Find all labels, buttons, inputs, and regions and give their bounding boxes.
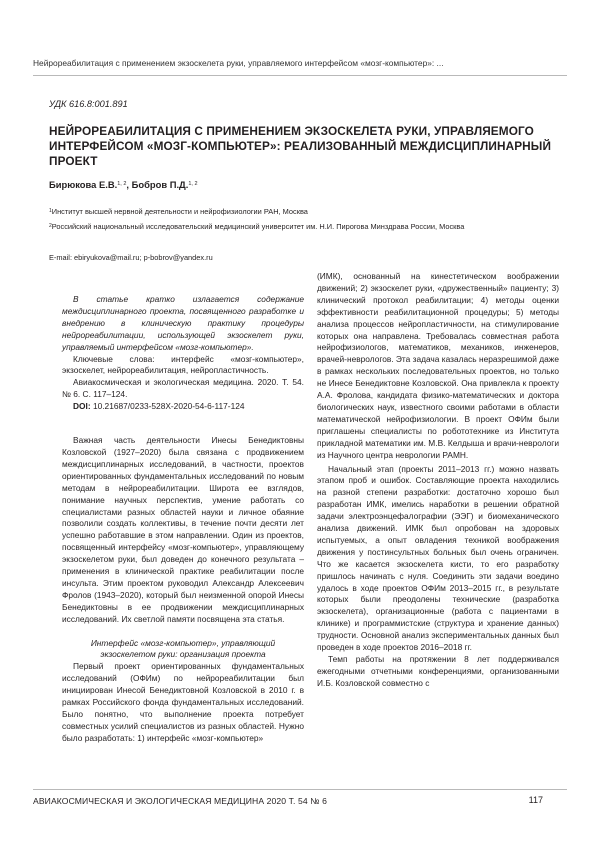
- body-paragraph: (ИМК), основанный на кинестетическом воображении движений; 2) экзоскелет руки, «дружественный» пациенту; 3) клинический протокол реабилитации; 4) методы оценки эффективности реабилитационной процедуры; 5) методы анализа процессов нейропластичности, на стимулирование которых она направлена. Требовалась совместная работа нейрофизиологов, математиков, механиков, инженеров, врачей-неврологов. Эта задача казалась неразрешимой даже в рамках нескольких последовательных проектов, но только не Инесе Бенедиктовне Козловской. Она привлекла к проекту А.А. Фролова, кандидата физико-математических и доктора биологических наук, известного своими работами в области математической нейрофизиологии. В проект ОФИм были приглашены специалисты по робототехнике из Института прикладной математики им. М.В. Келдыша и врачи-неврологи из Научного центра неврологии РАМН.: [317, 271, 559, 460]
- left-column: [62, 271, 304, 745]
- affiliation: [49, 205, 559, 218]
- body-paragraph: Темп работы на протяжении 8 лет поддерживался ежегодными отчетными конференциями, организованными И.Б. Козловской совместно с: [317, 654, 559, 688]
- affiliation-marker: 1: [49, 208, 52, 214]
- body-paragraph: Начальный этап (проекты 2011–2013 гг.) можно назвать этапом проб и ошибок. Составляющие проекта находились на разной степени разработки: достаточно хорошо был разработан ИМК, имелись наработки в решении обратной задачи электроэнцефалографии (ЭЭГ) и биомеханического анализа движений. ИМК был опробован на здоровых испытуемых, а опыт овладения техникой воображения движения у постинсультных больных был очень ограничен. Что же касается экзоскелета кисти, то его разработку пришлось начинать с нуля. Соединить эти задачи воедино удалось в ходе проектов ОФИм 2013–2015 гг., в результате которых были преодолены технические (разработка экзоскелета), организационные (работа с пациентами в клинике) и программистские (структура и хранение данных) трудности. Основной анализ экспериментальных данных был проведен в ходе проектов 2016–2018 гг.: [317, 463, 559, 653]
- body-paragraph: Первый проект ориентированных фундаментальных исследований (ОФИм) по нейрореабилитации был инициирован Инесой Бенедиктовной Козловской в 2010 г. в рамках Российского фонда фундаментальных исследований. Было понятно, что выполнение проекта потребует совместных усилий специалистов из разных областей. Нужно было разработать: 1) интерфейс «мозг-компьютер»: [62, 661, 304, 743]
- contact-email: E-mail: ebiryukova@mail.ru; p-bobrov@yandex.ru: [49, 253, 213, 262]
- footer-rule: [33, 789, 567, 790]
- author-name: Бирюкова Е.В.: [49, 179, 118, 190]
- running-head: Нейрореабилитация с применением экзоскелета руки, управляемого интерфейсом «мозг-компьютер»: ...: [33, 58, 444, 68]
- right-column: [317, 271, 559, 690]
- article-title: НЕЙРОРЕАБИЛИТАЦИЯ С ПРИМЕНЕНИЕМ ЭКЗОСКЕЛЕТА РУКИ, УПРАВЛЯЕМОГО ИНТЕРФЕЙСОМ «МОЗГ-КОМПЬЮТЕР»: РЕАЛИЗОВАННЫЙ МЕЖДИСЦИПЛИНАРНЫЙ ПРОЕКТ: [49, 124, 552, 168]
- affiliation-text: Институт высшей нервной деятельности и нейрофизиологии РАН, Москва: [51, 207, 308, 216]
- keywords: Ключевые слова: интерфейс «мозг-компьютер», экзоскелет, нейрореабилитация, нейропластичность.: [62, 353, 304, 376]
- abstract: В статье кратко излагается содержание междисциплинарного проекта, посвященного разработке и внедрению в клиническую практику процедуры нейрореабилитации, использующей экзоскелет руки, управляемый интерфейсом «мозг-компьютер».: [62, 294, 304, 352]
- author-affil-marker: 1, 2: [188, 181, 198, 187]
- affiliation: [49, 220, 559, 233]
- doi-label: DOI:: [73, 401, 91, 412]
- footer-journal: АВИАКОСМИЧЕСКАЯ И ЭКОЛОГИЧЕСКАЯ МЕДИЦИНА 2020 Т. 54 № 6: [33, 796, 327, 806]
- doi-value: 10.21687/0233-528X-2020-54-6-117-124: [92, 401, 245, 412]
- header-rule: [33, 75, 567, 76]
- udk-code: УДК 616.8:001.891: [49, 99, 128, 109]
- affiliation-marker: 2: [49, 223, 52, 229]
- doi-line: [62, 401, 304, 413]
- author-list: Бирюкова Е.В.$^{1, 2}$, Бобров П.Д.$^{1, 2}$: [49, 179, 198, 190]
- body-paragraph: Важная часть деятельности Инесы Бенедиктовны Козловской (1927–2020) была связана с продвижением междисциплинарных исследований, в частности, проектов ориентированных фундаментальных исследований по новым методам в нейрореабилитации. Широта ее взглядов, понимание научных перспектив, умение работать со специалистами разных областей науки и личное обаяние позволили создать коллективы, в течение почти десяти лет успешно работавшие в этом направлении. Один из проектов, посвященный интерфейсу «мозг-компьютер», управляющему экзоскелетом руки, был доведен до конечного результата – применения в клинической практике реабилитации после инсульта. Этим проектом руководил Александр Алексеевич Фролов (1943–2020), который был неизменной опорой Инесы Бенедиктовны в ее продвижении междисциплинарных исследований. Их светлой памяти посвящена эта статья.: [62, 435, 304, 624]
- citation: Авиакосмическая и экологическая медицина. 2020. Т. 54. № 6. С. 117–124.: [62, 377, 304, 400]
- author-affil-marker: 1, 2: [117, 181, 127, 187]
- affiliation-text: Российский национальный исследовательский медицинский университет им. Н.И. Пирогова Минздрава России, Москва: [51, 222, 465, 231]
- section-heading: Интерфейс «мозг-компьютер», управляющий экзоскелетом руки: организация проекта: [90, 637, 276, 660]
- author-name: Бобров П.Д.: [131, 179, 189, 190]
- page-number: 117: [528, 795, 543, 805]
